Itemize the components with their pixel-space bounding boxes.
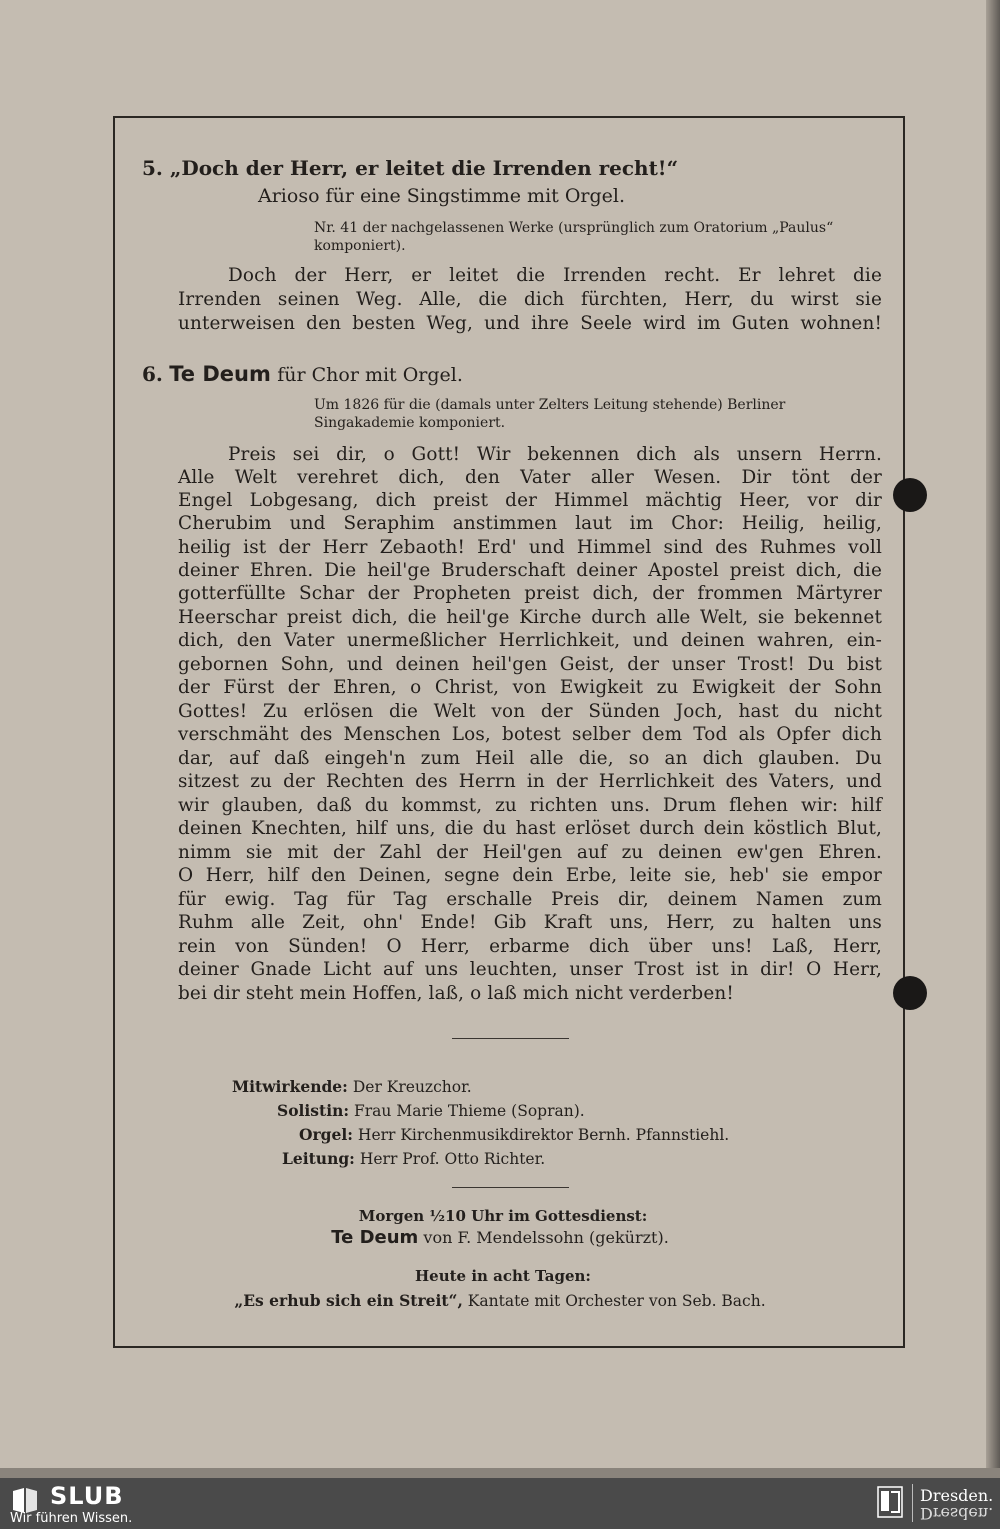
item6-number: 6.: [142, 362, 163, 386]
item6-text-line: für ewig. Tag für Tag erschalle Preis dir, deinem Namen zum: [178, 889, 882, 910]
credit-value: Herr Kirchenmusikdirektor Bernh. Pfannstiehl.: [357, 1126, 730, 1144]
item5-number: 5.: [142, 156, 163, 180]
slub-logo-text: SLUB: [50, 1482, 124, 1510]
item6-text-line: gebornen Sohn, und deinen heil'gen Geist, der unser Trost! Du bist: [178, 654, 882, 675]
announcement-kantate-detail: Kantate mit Orchester von Seb. Bach.: [467, 1292, 766, 1310]
credit-label: Solistin:: [277, 1101, 350, 1120]
item6-text-line: verschmäht des Menschen Los, botest selber dem Tod als Opfer dich: [178, 724, 882, 745]
item6-text-line: Heerschar preist dich, die heil'ge Kirche durch alle Welt, sie bekennet: [178, 607, 882, 628]
credit-leitung: [282, 1149, 545, 1168]
item6-text-line: rein von Sünden! O Herr, erbarme dich über uns! Laß, Herr,: [178, 936, 882, 957]
scan-edge-right: [986, 0, 1000, 1478]
item6-text-line: deinen Knechten, hilf uns, die du hast erlöset durch dein köstlich Blut,: [178, 818, 882, 839]
item6-text-line: nimm sie mit der Zahl der Heil'gen auf zu deinen ew'gen Ehren.: [178, 842, 882, 863]
item5-text-line: unterweisen den besten Weg, und ihre Seele wird im Guten wohnen!: [178, 313, 882, 334]
library-footer: [0, 1478, 1000, 1529]
credit-value: Herr Prof. Otto Richter.: [359, 1150, 546, 1168]
announcement-morgen-detail: [0, 1227, 1000, 1248]
item6-text-line: deiner Ehren. Die heil'ge Bruderschaft deiner Apostel preist dich, die: [178, 560, 882, 581]
credit-label: Orgel:: [299, 1125, 353, 1144]
item6-text-line: Alle Welt verehret dich, den Vater aller Wesen. Dir tönt der: [178, 467, 882, 488]
item6-note-line2: Singakademie komponiert.: [314, 415, 506, 431]
announcement-te-deum: Te Deum: [331, 1227, 419, 1248]
item5-text-line: Doch der Herr, er leitet die Irrenden recht. Er lehret die: [228, 265, 882, 286]
item6-text-line: gotterfüllte Schar der Propheten preist dich, der frommen Märtyrer: [178, 583, 882, 604]
punch-hole-bottom: [893, 976, 927, 1010]
punch-hole-top: [893, 478, 927, 512]
announcement-morgen: Morgen ½10 Uhr im Gottesdienst:: [358, 1207, 648, 1225]
item6-text-line: dich, den Vater unermeßlicher Herrlichkeit, und deinen wahren, ein-: [178, 630, 882, 651]
item6-heading: [142, 362, 463, 386]
item6-subtitle: für Chor mit Orgel.: [277, 364, 463, 386]
item6-text-line: wir glauben, daß du kommst, zu richten uns. Drum flehen wir: hilf: [178, 795, 882, 816]
credit-mitwirkende: [232, 1077, 472, 1096]
item6-text-line: O Herr, hilf den Deinen, segne dein Erbe, leite sie, heb' sie empor: [178, 865, 882, 886]
announcement-heute: Heute in acht Tagen:: [415, 1267, 591, 1285]
item5-heading: [142, 156, 678, 180]
item5-note-line1: Nr. 41 der nachgelassenen Werke (ursprünglich zum Oratorium „Paulus“: [314, 220, 834, 236]
announcement-composer: von F. Mendelssohn (gekürzt).: [423, 1228, 669, 1247]
announcement-heute-detail: [0, 1291, 1000, 1310]
credit-solistin: [277, 1101, 585, 1120]
scan-edge-bottom: [0, 1468, 1000, 1478]
item5-text-line: Irrenden seinen Weg. Alle, die dich fürchten, Herr, du wirst sie: [178, 289, 882, 310]
item6-text-line: Preis sei dir, o Gott! Wir bekennen dich als unsern Herrn.: [228, 444, 882, 465]
dresden-text-mirror: Dresden.: [920, 1504, 994, 1523]
announcement-kantate-title: „Es erhub sich ein Streit“,: [234, 1291, 463, 1310]
credit-label: Leitung:: [282, 1149, 355, 1168]
item6-text-line: sitzest zu der Rechten des Herrn in der Herrlichkeit des Vaters, und: [178, 771, 882, 792]
item6-text-line: bei dir steht mein Hoffen, laß, o laß mich nicht verderben!: [178, 983, 734, 1004]
item5-title: „Doch der Herr, er leitet die Irrenden recht!“: [169, 156, 679, 180]
credit-label: Mitwirkende:: [232, 1077, 348, 1096]
dresden-text: Dresden.: [920, 1486, 994, 1505]
item6-text-line: dar, auf daß eingeh'n zum Heil alle die, so an dich glauben. Du: [178, 748, 882, 769]
item6-note-line1: Um 1826 für die (damals unter Zelters Leitung stehende) Berliner: [314, 397, 786, 413]
credit-value: Der Kreuzchor.: [352, 1078, 472, 1096]
item6-text-line: der Fürst der Ehren, o Christ, von Ewigkeit zu Ewigkeit der Sohn: [178, 677, 882, 698]
item5-note-line2: komponiert).: [314, 238, 406, 254]
credit-value: Frau Marie Thieme (Sopran).: [354, 1102, 585, 1120]
city-coat-of-arms-icon: [877, 1486, 903, 1518]
slub-tagline: Wir führen Wissen.: [10, 1511, 133, 1526]
footer-divider: [912, 1484, 913, 1522]
item5-subtitle: Arioso für eine Singstimme mit Orgel.: [258, 185, 626, 207]
item6-text-line: Cherubim und Seraphim anstimmen laut im Chor: Heilig, heilig,: [178, 513, 882, 534]
item6-text-line: Gottes! Zu erlösen die Welt von der Sünden Joch, hast du nicht: [178, 701, 882, 722]
item6-text-line: deiner Gnade Licht auf uns leuchten, unser Trost ist in dir! O Herr,: [178, 959, 882, 980]
item6-text-line: heilig ist der Herr Zebaoth! Erd' und Himmel sind des Ruhmes voll: [178, 537, 882, 558]
separator-rule: [452, 1187, 569, 1188]
item6-text-line: Ruhm alle Zeit, ohn' Ende! Gib Kraft uns, Herr, zu halten uns: [178, 912, 882, 933]
item6-title: Te Deum: [169, 362, 271, 386]
credit-orgel: [299, 1125, 729, 1144]
item6-text-line: Engel Lobgesang, dich preist der Himmel mächtig Heer, vor dir: [178, 490, 882, 511]
separator-rule: [452, 1038, 569, 1039]
